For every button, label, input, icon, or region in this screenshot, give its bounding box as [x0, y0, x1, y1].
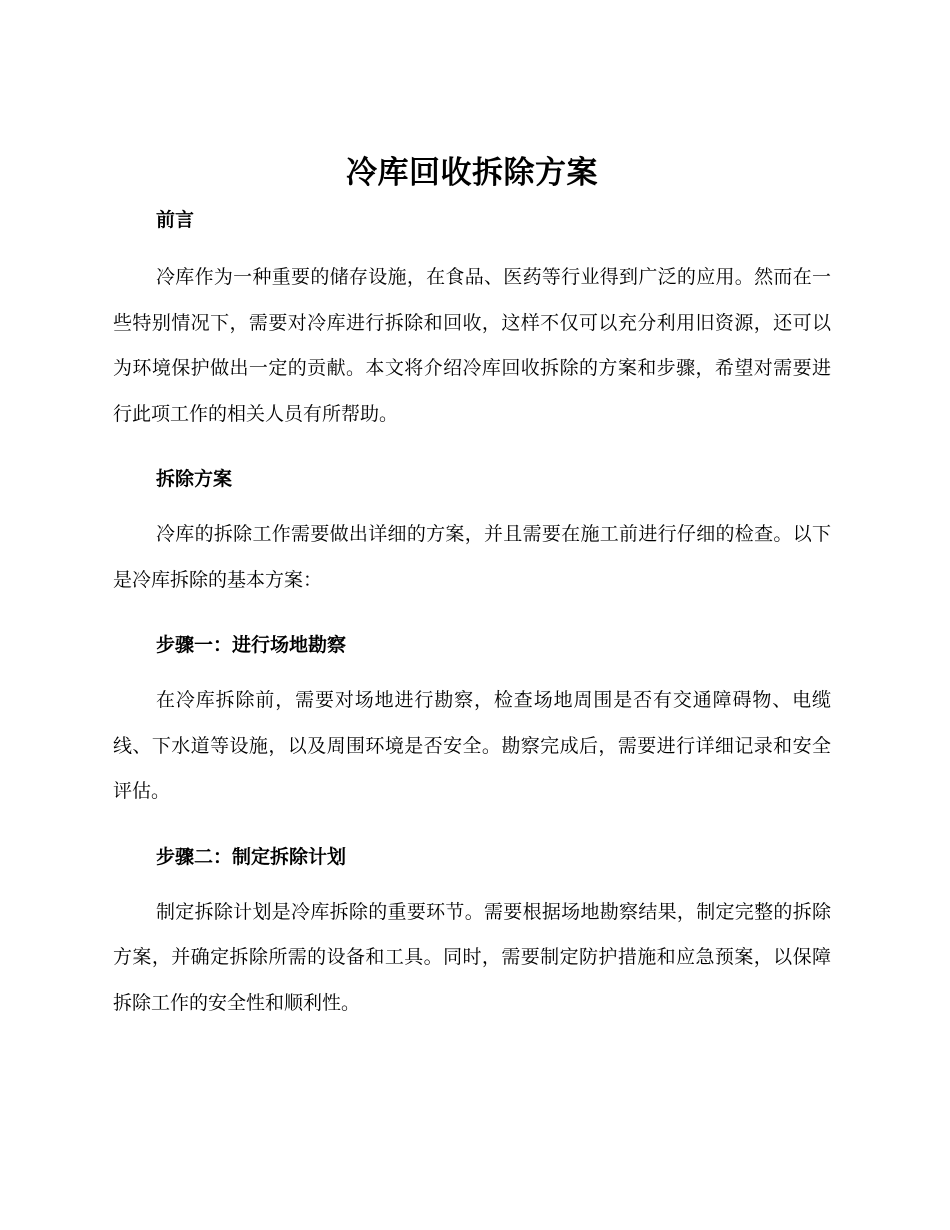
section-paragraph-step-two: 制定拆除计划是冷库拆除的重要环节。需要根据场地勘察结果，制定完整的拆除方案，并确定拆除所需的设备和工具。同时，需要制定防护措施和应急预案，以保障拆除工作的安全性和顺利性。 [113, 900, 831, 1014]
document-body [113, 150, 831, 1026]
section-paragraph-step-one: 在冷库拆除前，需要对场地进行勘察，检查场地周围是否有交通障碍物、电缆线、下水道等设施，以及周围环境是否安全。勘察完成后，需要进行详细记录和安全评估。 [113, 689, 831, 802]
section-heading-step-two: 步骤二：制定拆除计划 [156, 845, 347, 868]
section-paragraph-demolition-plan: 冷库的拆除工作需要做出详细的方案，并且需要在施工前进行仔细的检查。以下是冷库拆除的基本方案： [113, 523, 831, 591]
section-heading-preface: 前言 [156, 209, 195, 231]
section-heading-step-one: 步骤一：进行场地勘察 [156, 634, 347, 656]
section-heading-demolition-plan: 拆除方案 [156, 468, 233, 490]
document-title: 冷库回收拆除方案 [346, 155, 598, 191]
section-paragraph-preface: 冷库作为一种重要的储存设施，在食品、医药等行业得到广泛的应用。然而在一些特别情况下，需要对冷库进行拆除和回收，这样不仅可以充分利用旧资源，还可以为环境保护做出一定的贡献。本文将介绍冷库回收拆除的方案和步骤，希望对需要进行此项工作的相关人员有所帮助。 [113, 266, 831, 425]
